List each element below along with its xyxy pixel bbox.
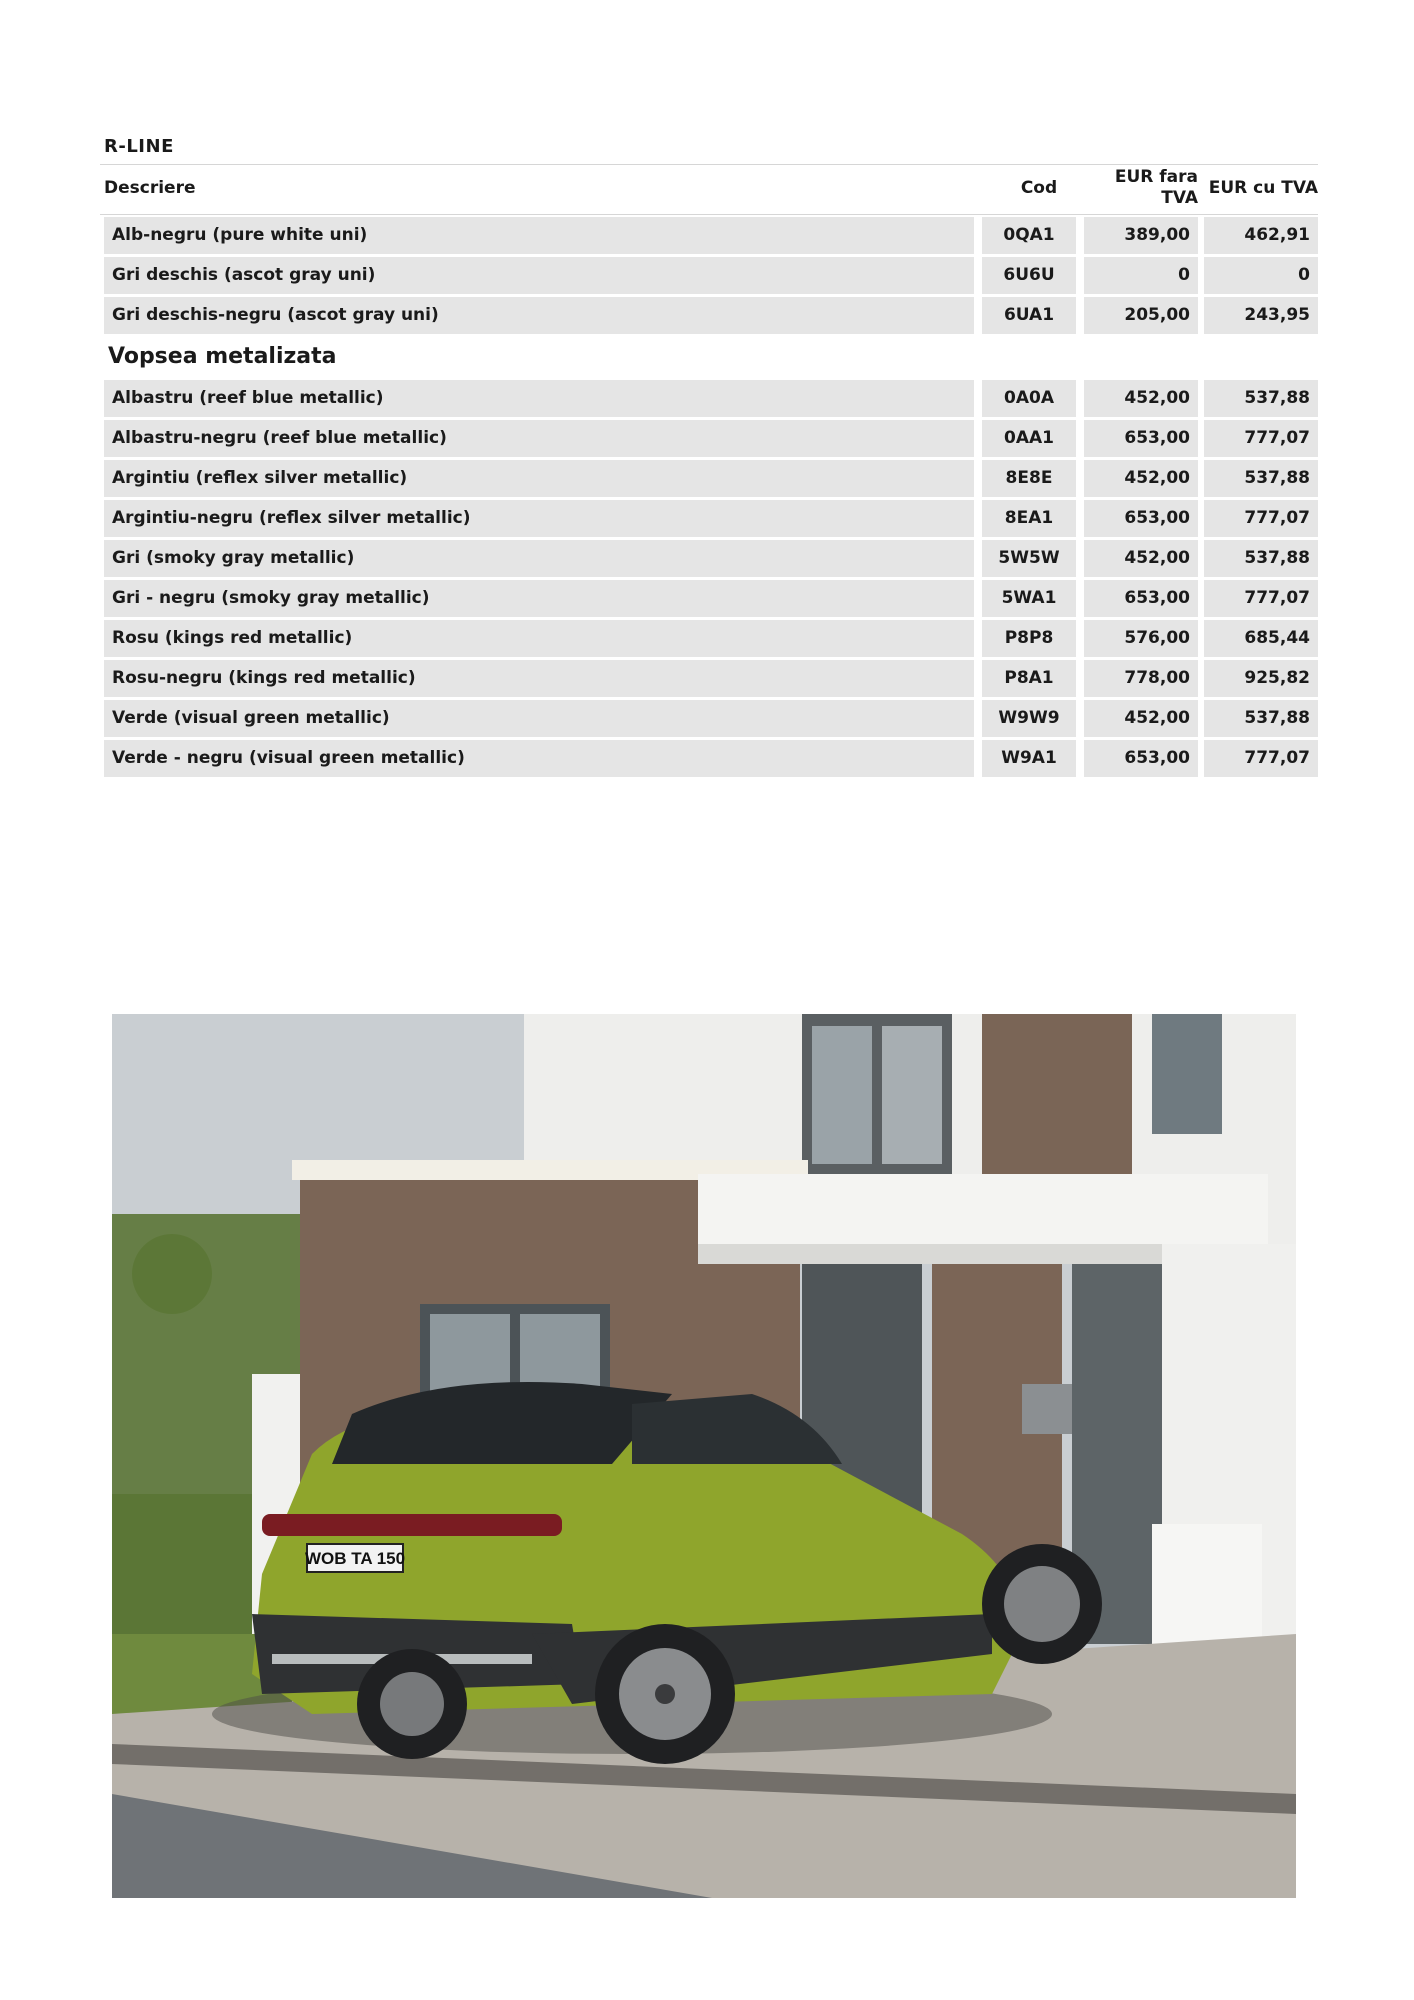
cell-code: 6U6U: [982, 257, 1076, 294]
cell-eur-with-vat: 777,07: [1204, 580, 1318, 617]
cell-code: W9A1: [982, 740, 1076, 777]
subheading-metallic-paint: Vopsea metalizata: [108, 344, 337, 369]
tail-light: [262, 1514, 562, 1536]
cell-code: P8P8: [982, 620, 1076, 657]
column-header-description: Descriere: [104, 178, 196, 198]
cell-eur-with-vat: 462,91: [1204, 217, 1318, 254]
cell-description: Gri deschis-negru (ascot gray uni): [104, 297, 974, 334]
table-row: [100, 500, 1318, 537]
cell-eur-without-vat: 452,00: [1084, 700, 1198, 737]
table-row: [100, 297, 1318, 334]
cell-description: Albastru (reef blue metallic): [104, 380, 974, 417]
cell-code: 0AA1: [982, 420, 1076, 457]
cell-code: 5W5W: [982, 540, 1076, 577]
cell-eur-with-vat: 777,07: [1204, 500, 1318, 537]
table-row: [100, 420, 1318, 457]
cell-code: 5WA1: [982, 580, 1076, 617]
license-plate-text: WOB TA 150: [304, 1549, 406, 1568]
cell-description: Alb-negru (pure white uni): [104, 217, 974, 254]
header-bottom-rule: [100, 214, 1318, 215]
table-row: [100, 380, 1318, 417]
column-header-code: Cod: [1020, 178, 1058, 198]
cell-eur-with-vat: 537,88: [1204, 540, 1318, 577]
cell-eur-with-vat: 685,44: [1204, 620, 1318, 657]
table-body-metallic: [100, 380, 1318, 780]
cell-description: Albastru-negru (reef blue metallic): [104, 420, 974, 457]
cell-eur-without-vat: 653,00: [1084, 500, 1198, 537]
table-row: [100, 217, 1318, 254]
cell-description: Argintiu-negru (reflex silver metallic): [104, 500, 974, 537]
cell-code: 8E8E: [982, 460, 1076, 497]
cell-description: Argintiu (reflex silver metallic): [104, 460, 974, 497]
cell-eur-without-vat: 389,00: [1084, 217, 1198, 254]
table-row: [100, 580, 1318, 617]
cell-eur-without-vat: 452,00: [1084, 380, 1198, 417]
cell-eur-without-vat: 653,00: [1084, 580, 1198, 617]
cell-code: 6UA1: [982, 297, 1076, 334]
cell-description: Rosu-negru (kings red metallic): [104, 660, 974, 697]
cell-code: 0A0A: [982, 380, 1076, 417]
table-header: [100, 164, 1318, 214]
cell-eur-with-vat: 537,88: [1204, 460, 1318, 497]
cell-description: Gri deschis (ascot gray uni): [104, 257, 974, 294]
cell-code: P8A1: [982, 660, 1076, 697]
cell-eur-with-vat: 537,88: [1204, 700, 1318, 737]
cell-eur-without-vat: 576,00: [1084, 620, 1198, 657]
cell-code: 8EA1: [982, 500, 1076, 537]
cell-description: Rosu (kings red metallic): [104, 620, 974, 657]
brick-upper: [982, 1014, 1132, 1184]
cell-eur-without-vat: 653,00: [1084, 420, 1198, 457]
cell-description: Verde - negru (visual green metallic): [104, 740, 974, 777]
cell-eur-without-vat: 653,00: [1084, 740, 1198, 777]
cell-eur-with-vat: 777,07: [1204, 420, 1318, 457]
table-row: [100, 700, 1318, 737]
cell-description: Gri (smoky gray metallic): [104, 540, 974, 577]
cell-eur-with-vat: 777,07: [1204, 740, 1318, 777]
column-header-eur-with-vat: EUR cu TVA: [1208, 178, 1318, 198]
cell-code: 0QA1: [982, 217, 1076, 254]
section-title: R-LINE: [104, 136, 174, 157]
cell-eur-without-vat: 0: [1084, 257, 1198, 294]
table-body-top: [100, 217, 1318, 337]
table-row: [100, 660, 1318, 697]
table-row: [100, 540, 1318, 577]
cell-code: W9W9: [982, 700, 1076, 737]
cell-description: Verde (visual green metallic): [104, 700, 974, 737]
cell-description: Gri - negru (smoky gray metallic): [104, 580, 974, 617]
column-header-eur-without-vat: EUR fara TVA: [1114, 167, 1198, 208]
cell-eur-without-vat: 452,00: [1084, 540, 1198, 577]
porch-canopy: [698, 1174, 1268, 1244]
cell-eur-without-vat: 452,00: [1084, 460, 1198, 497]
table-row: [100, 257, 1318, 294]
car-photo: [112, 1014, 1296, 1898]
white-bench: [1152, 1524, 1262, 1644]
cell-eur-without-vat: 205,00: [1084, 297, 1198, 334]
cell-eur-with-vat: 0: [1204, 257, 1318, 294]
cell-eur-with-vat: 537,88: [1204, 380, 1318, 417]
table-row: [100, 460, 1318, 497]
table-row: [100, 740, 1318, 777]
cell-eur-without-vat: 778,00: [1084, 660, 1198, 697]
table-row: [100, 620, 1318, 657]
cell-eur-with-vat: 925,82: [1204, 660, 1318, 697]
cell-eur-with-vat: 243,95: [1204, 297, 1318, 334]
